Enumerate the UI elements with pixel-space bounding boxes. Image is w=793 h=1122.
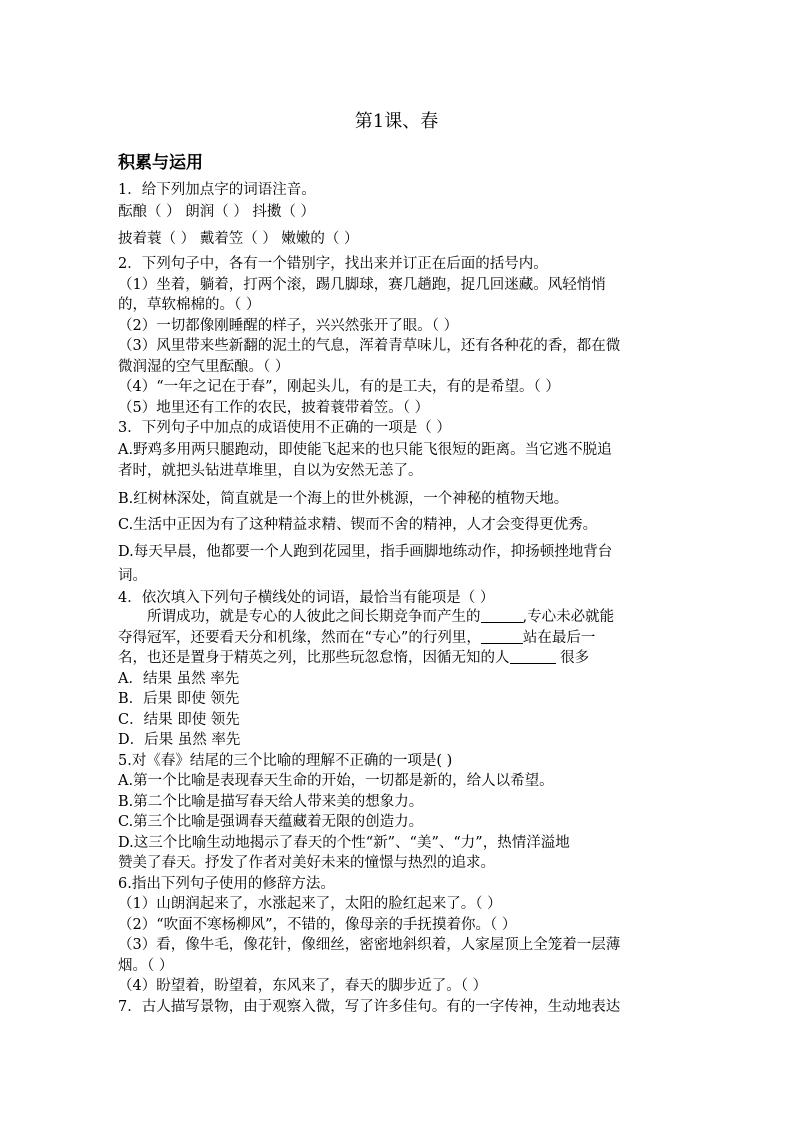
q2-item3-line1: （3）风里带来些新翻的泥土的气息，浑着青草味儿，还有各种花的香，都在微 (118, 338, 621, 354)
q4-option-d: D．后果 虽然 率先 (118, 732, 241, 748)
q4-passage-text: 夺得冠军，还要看天分和机缘，然而在“专心”的行列里， (118, 630, 481, 646)
q2-item2: （2）一切都像刚睡醒的样子，兴兴然张开了眼。（ ） (118, 318, 459, 334)
q1-row2: 披着蓑（ ） 戴着笠（ ） 嫩嫩的（ ） (118, 231, 359, 247)
q3-prompt: 3．下列句子中加点的成语使用不正确的一项是（ ） (118, 420, 451, 436)
q6-item3-line2: 烟。（ ） (118, 958, 174, 974)
q2-item3-line2: 微润湿的空气里酝酿。（ ） (118, 359, 290, 375)
q3-option-b: B.红树林深处，简直就是一个海上的世外桃源，一个神秘的植物天地。 (118, 491, 569, 507)
q6-item2: （2）“吹面不寒杨柳风”，不错的，像母亲的手抚摸着你。（ ） (118, 917, 517, 933)
q2-item5: （5）地里还有工作的农民，披着蓑带着笠。（ ） (118, 400, 430, 416)
q5-option-a: A.第一个比喻是表现春天生命的开始，一切都是新的，给人以希望。 (118, 773, 554, 789)
q1-row1: 酝酿（ ） 朗润（ ） 抖擞（ ） (118, 204, 316, 220)
q5-option-d-line2: 赞美了春天。抒发了作者对美好未来的憧憬与热烈的追求。 (118, 855, 495, 871)
q4-option-c: C．结果 即使 领先 (118, 712, 240, 728)
q4-passage-line3 (118, 648, 589, 668)
q5-prompt: 5.对《春》结尾的三个比喻的理解不正确的一项是( ) (118, 753, 453, 769)
q3-option-d-line2: 词。 (118, 568, 147, 584)
section-heading: 积累与运用 (118, 153, 203, 173)
q3-option-a-line1: A.野鸡多用两只腿跑动，即使能飞起来的也只能飞很短的距离。当它逃不脱追 (118, 442, 612, 458)
q6-item1: （1）山朗润起来了，水涨起来了，太阳的脸红起来了。（ ） (118, 896, 502, 912)
q4-passage-text: 所谓成功，就是专心的人彼此之间长期竞争而产生的 (147, 609, 481, 625)
q4-passage-text: 名，也还是置身于精英之列，比那些玩忽怠惰，因循无知的人 (118, 650, 510, 666)
q3-option-d-line1: D.每天早晨，他都要一个人跑到花园里，指手画脚地练动作，抑扬顿挫地背台 (118, 544, 613, 560)
q2-item1-line2: 的，草软棉棉的。（ ） (118, 297, 261, 313)
q5-option-b: B.第二个比喻是描写春天给人带来美的想象力。 (118, 794, 424, 810)
q6-item4: （4）盼望着，盼望着，东风来了，春天的脚步近了。（ ） (118, 978, 488, 994)
q3-option-c: C.生活中正因为有了这种精益求精、锲而不舍的精神，人才会变得更优秀。 (118, 517, 598, 533)
q1-prompt: 1．给下列加点字的词语注音。 (118, 182, 316, 198)
q4-prompt: 4．依次填入下列句子横线处的词语，最恰当有能项是（ ） (118, 590, 495, 606)
page-title: 第1课、春 (354, 111, 439, 132)
q7-prompt: 7．古人描写景物，由于观察入微，写了许多佳句。有的一字传神，生动地表达 (118, 999, 621, 1015)
q4-option-b: B．后果 即使 领先 (118, 691, 240, 707)
q4-option-a: A．结果 虽然 率先 (118, 671, 240, 687)
q3-option-a-line2: 者时，就把头钻进草堆里，自以为安然无恙了。 (118, 463, 423, 479)
q4-passage-line2 (118, 628, 595, 648)
q2-prompt: 2．下列句子中，各有一个错别字，找出来并订正在后面的括号内。 (118, 256, 548, 272)
q2-item1-line1: （1）坐着，躺着，打两个滚，踢几脚球，赛几趟跑，捉几回迷藏。风轻悄悄 (118, 277, 606, 293)
answer-blank (510, 649, 556, 664)
q2-item4: （4）“一年之记在于春”，刚起头儿，有的是工夫，有的是希望。（ ） (118, 379, 560, 395)
q4-passage-text: ,专心未必就能 (522, 609, 615, 625)
answer-blank (481, 629, 523, 644)
q4-passage-text: 站在最后一 (522, 630, 596, 646)
q5-option-c: C.第三个比喻是强调春天蕴藏着无限的创造力。 (118, 814, 424, 830)
q4-passage-line1 (147, 607, 614, 627)
q4-passage-text: 很多 (555, 650, 590, 666)
q5-option-d-line1: D.这三个比喻生动地揭示了春天的个性“新”、“美”、“力”，热情洋溢地 (118, 835, 570, 851)
answer-blank (481, 608, 523, 623)
q6-prompt: 6.指出下列句子使用的修辞方法。 (118, 876, 335, 892)
q6-item3-line1: （3）看，像牛毛，像花针，像细丝，密密地斜织着，人家屋顶上全笼着一层薄 (118, 937, 621, 953)
